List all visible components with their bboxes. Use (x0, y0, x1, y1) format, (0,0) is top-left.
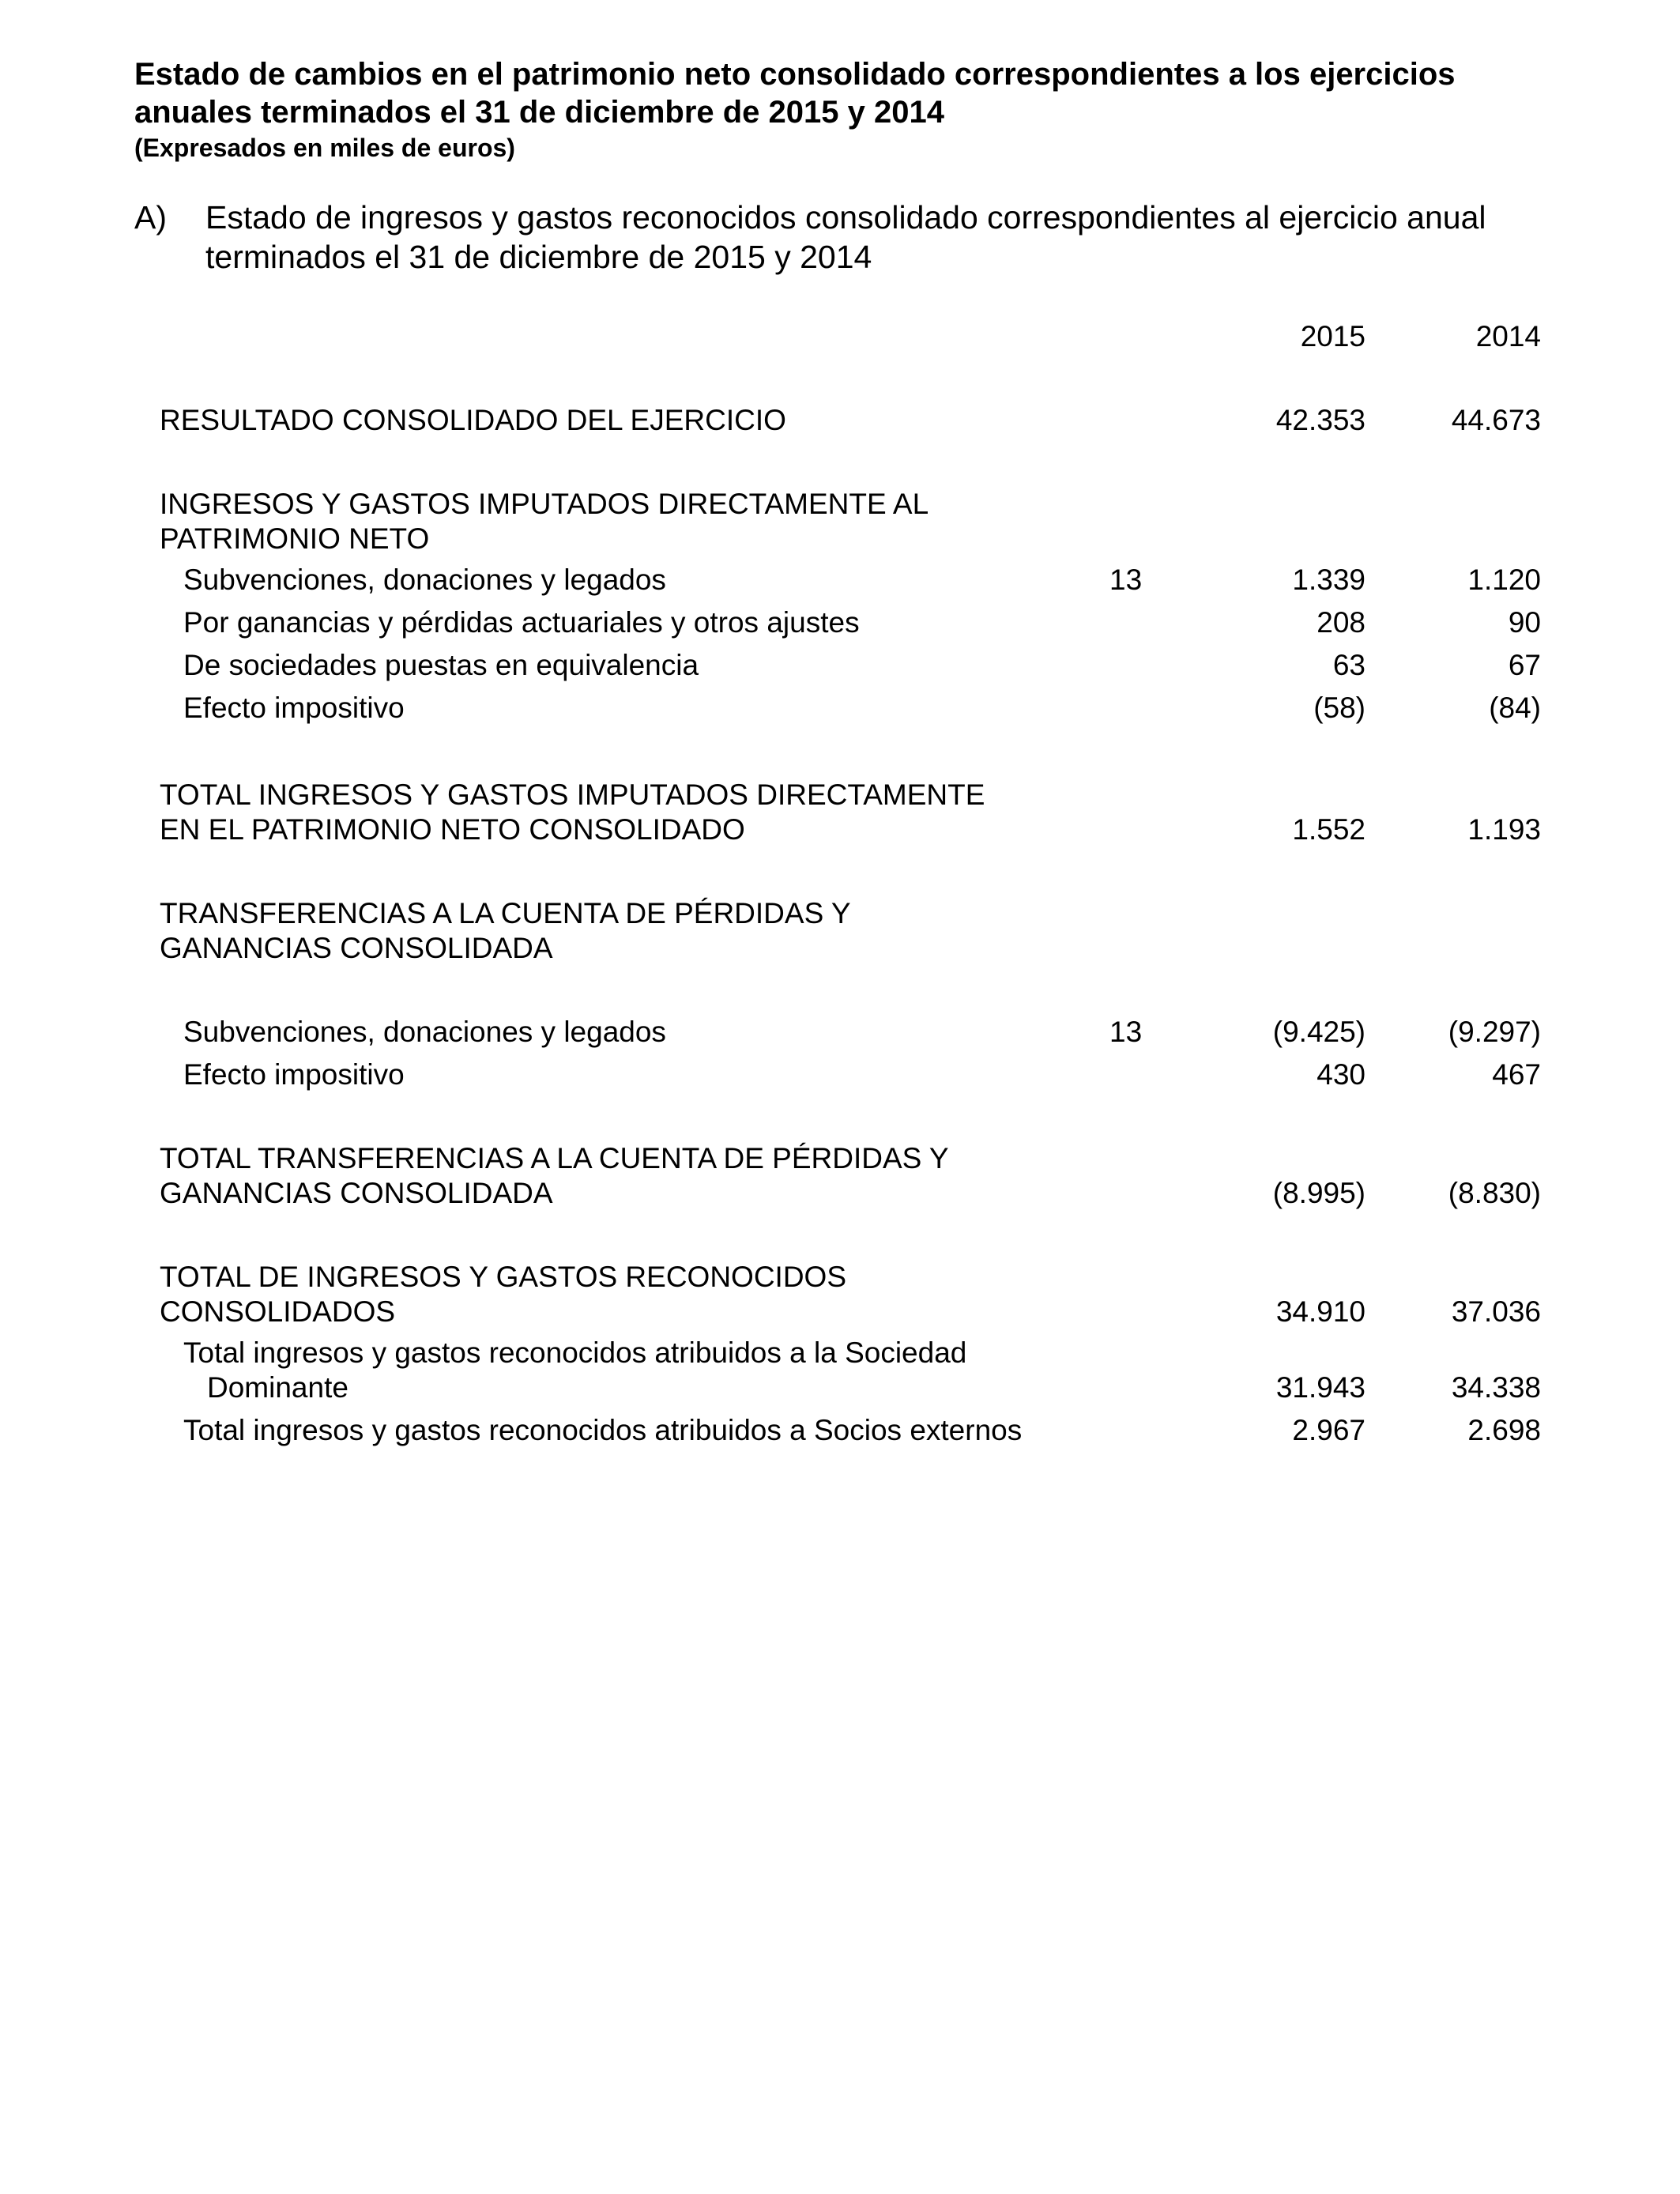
transferencias-heading-line-1: TRANSFERENCIAS A LA CUENTA DE PÉRDIDAS Y (160, 897, 851, 929)
total-transferencias-line-1: TOTAL TRANSFERENCIAS A LA CUENTA DE PÉRDIDAS Y (160, 1142, 949, 1174)
column-header-2015: 2015 (1300, 320, 1365, 352)
row-subvenciones-2-label: Subvenciones, donaciones y legados (183, 1016, 666, 1048)
column-header-2014: 2014 (1475, 320, 1541, 352)
atribuidos-dominante-line-1: Total ingresos y gastos reconocidos atribuidos a la Sociedad (183, 1336, 967, 1369)
document-subtitle: (Expresados en miles de euros) (134, 134, 515, 162)
total-transferencias-line-2: GANANCIAS CONSOLIDADA (160, 1177, 553, 1209)
total-reconocidos-line-2: CONSOLIDADOS (160, 1295, 396, 1328)
row-actuariales-2014: 90 (1508, 606, 1541, 639)
total-reconocidos-2015: 34.910 (1275, 1295, 1365, 1328)
total-ingresos-line-2: EN EL PATRIMONIO NETO CONSOLIDADO (160, 813, 745, 846)
row-actuariales-label: Por ganancias y pérdidas actuariales y otros ajustes (183, 606, 860, 639)
row-equivalencia-2014: 67 (1508, 649, 1541, 681)
row-subvenciones-1-label: Subvenciones, donaciones y legados (183, 564, 666, 596)
atribuidos-dominante-2014: 34.338 (1451, 1371, 1541, 1404)
ingresos-heading-line-1: INGRESOS Y GASTOS IMPUTADOS DIRECTAMENTE AL (160, 488, 929, 520)
row-resultado-label: RESULTADO CONSOLIDADO DEL EJERCICIO (160, 404, 786, 436)
document-title (134, 55, 1557, 131)
row-subvenciones-2-2014: (9.297) (1448, 1016, 1541, 1048)
row-subvenciones-2-2015: (9.425) (1272, 1016, 1365, 1048)
total-transferencias-2015: (8.995) (1272, 1177, 1365, 1209)
section-letter: A) (134, 199, 167, 236)
row-efecto-2-2014: 467 (1492, 1058, 1541, 1091)
row-efecto-1-2014: (84) (1489, 692, 1541, 724)
total-ingresos-2015: 1.552 (1292, 813, 1365, 846)
title-line-2: anuales terminados el 31 de diciembre de 2015 y 2014 (134, 95, 944, 130)
title-line-1: Estado de cambios en el patrimonio neto consolidado correspondientes a los ejercicios (134, 57, 1456, 92)
atribuidos-externos-label: Total ingresos y gastos reconocidos atribuidos a Socios externos (183, 1414, 1023, 1446)
row-efecto-1-label: Efecto impositivo (183, 692, 405, 724)
row-efecto-2-2015: 430 (1317, 1058, 1365, 1091)
row-equivalencia-2015: 63 (1332, 649, 1365, 681)
section-heading (205, 198, 1565, 277)
total-reconocidos-2014: 37.036 (1451, 1295, 1541, 1328)
section-heading-line-1: Estado de ingresos y gastos reconocidos consolidado correspondientes al ejercicio anual (205, 199, 1486, 236)
total-reconocidos-line-1: TOTAL DE INGRESOS Y GASTOS RECONOCIDOS (160, 1261, 847, 1293)
row-equivalencia-label: De sociedades puestas en equivalencia (183, 649, 699, 681)
total-ingresos-2014: 1.193 (1467, 813, 1541, 846)
row-efecto-1-2015: (58) (1313, 692, 1365, 724)
ingresos-heading-line-2: PATRIMONIO NETO (160, 522, 430, 555)
row-subvenciones-2-note: 13 (1109, 1016, 1143, 1048)
row-actuariales-2015: 208 (1317, 606, 1365, 639)
atribuidos-dominante-line-2: Dominante (207, 1371, 348, 1404)
row-resultado-2015: 42.353 (1275, 404, 1365, 436)
row-resultado-2014: 44.673 (1451, 404, 1541, 436)
transferencias-heading-line-2: GANANCIAS CONSOLIDADA (160, 932, 553, 964)
row-subvenciones-1-2015: 1.339 (1292, 564, 1365, 596)
atribuidos-externos-2015: 2.967 (1292, 1414, 1365, 1446)
row-efecto-2-label: Efecto impositivo (183, 1058, 405, 1091)
atribuidos-externos-2014: 2.698 (1467, 1414, 1541, 1446)
row-subvenciones-1-2014: 1.120 (1467, 564, 1541, 596)
atribuidos-dominante-2015: 31.943 (1275, 1371, 1365, 1404)
row-subvenciones-1-note: 13 (1109, 564, 1143, 596)
section-heading-line-2: terminados el 31 de diciembre de 2015 y 2014 (205, 239, 872, 275)
total-transferencias-2014: (8.830) (1448, 1177, 1541, 1209)
total-ingresos-line-1: TOTAL INGRESOS Y GASTOS IMPUTADOS DIRECTAMENTE (160, 778, 985, 811)
